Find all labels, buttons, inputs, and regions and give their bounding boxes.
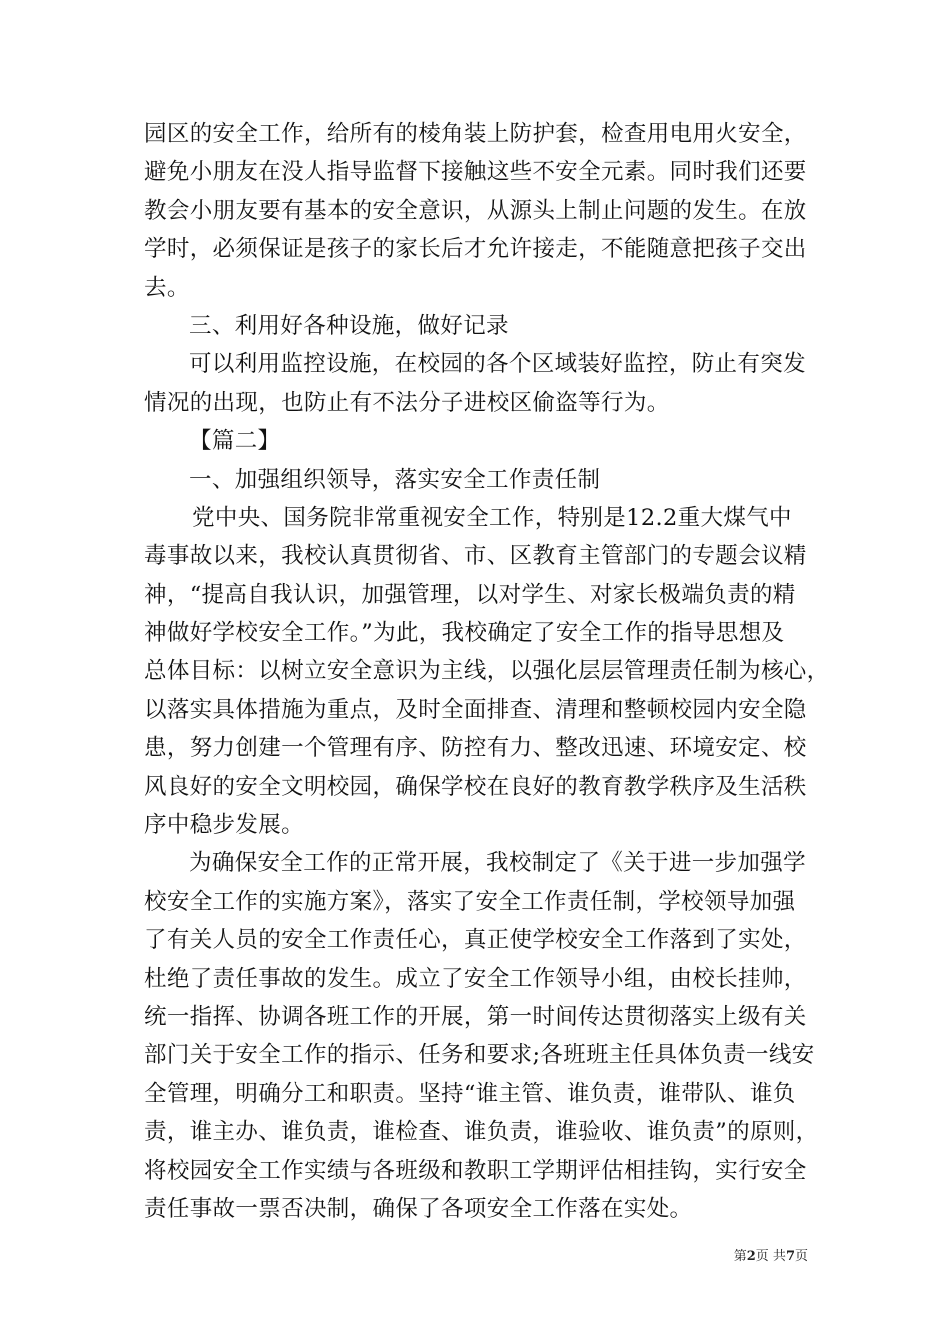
text-line: 了有关人员的安全工作责任心，真正使学校安全工作落到了实处， [144,927,807,954]
text-line: 风良好的安全文明校园，确保学校在良好的教育教学秩序及生活秩 [144,773,807,800]
text-line: 可以利用监控设施，在校园的各个区域装好监控，防止有突发 [189,351,806,378]
text-line: 党中央、国务院非常重视安全工作，特别是12.2重大煤气中 [192,504,792,531]
text-line: 三、利用好各种设施，做好记录 [189,312,509,339]
text-line: 序中稳步发展。 [144,812,304,839]
text-line: 神做好学校安全工作。”为此，我校确定了安全工作的指导思想及 [144,620,785,647]
text-line: 学时，必须保证是孩子的家长后才允许接走，不能随意把孩子交出 [144,236,807,263]
text-line: 去。 [144,274,190,301]
text-line: 为确保安全工作的正常开展，我校制定了《关于进一步加强学 [189,850,806,877]
text-line: 教会小朋友要有基本的安全意识，从源头上制止问题的发生。在放 [144,197,807,224]
text-line: 【篇二】 [189,428,281,455]
text-line: 校安全工作的实施方案》，落实了安全工作责任制，学校领导加强 [144,888,796,915]
footer-suffix: 页 [794,1249,808,1264]
text-line: 情况的出现，也防止有不法分子进校区偷盗等行为。 [144,389,670,416]
footer-middle: 页 共 [755,1249,786,1264]
text-line: 患，努力创建一个管理有序、防控有力、整改迅速、环境安定、校 [144,735,807,762]
text-line: 杜绝了责任事故的发生。成立了安全工作领导小组，由校长挂帅， [144,965,807,992]
document-body [144,115,830,1228]
text-line: 部门关于安全工作的指示、任务和要求;各班班主任具体负责一线安 [144,1042,815,1069]
text-line: 避免小朋友在没人指导监督下接触这些不安全元素。同时我们还要 [144,159,807,186]
text-line: 园区的安全工作，给所有的棱角装上防护套，检查用电用火安全， [144,121,807,147]
footer-total-pages: 7 [785,1249,795,1264]
page-number-footer [700,1249,808,1265]
footer-current-page: 2 [746,1249,756,1264]
text-line: 毒事故以来，我校认真贯彻省、市、区教育主管部门的专题会议精 [144,543,807,570]
footer-prefix: 第 [733,1249,747,1264]
text-line: 神，“提高自我认识，加强管理，以对学生、对家长极端负责的精 [144,581,796,608]
text-line: 统一指挥、协调各班工作的开展，第一时间传达贯彻落实上级有关 [144,1003,807,1030]
text-line: 一、加强组织领导，落实安全工作责任制 [189,466,601,493]
text-line: 以落实具体措施为重点，及时全面排查、清理和整顿校园内安全隐 [144,696,807,723]
text-line: 责任事故一票否决制，确保了各项安全工作落在实处。 [144,1195,693,1222]
text-line: 总体目标：以树立安全意识为主线，以强化层层管理责任制为核心， [144,658,830,685]
text-line: 将校园安全工作实绩与各班级和教职工学期评估相挂钩，实行安全 [144,1157,807,1184]
text-line: 责，谁主办、谁负责，谁检查、谁负责，谁验收、谁负责”的原则， [144,1119,819,1146]
text-line: 全管理，明确分工和职责。坚持“谁主管、谁负责，谁带队、谁负 [144,1080,796,1107]
